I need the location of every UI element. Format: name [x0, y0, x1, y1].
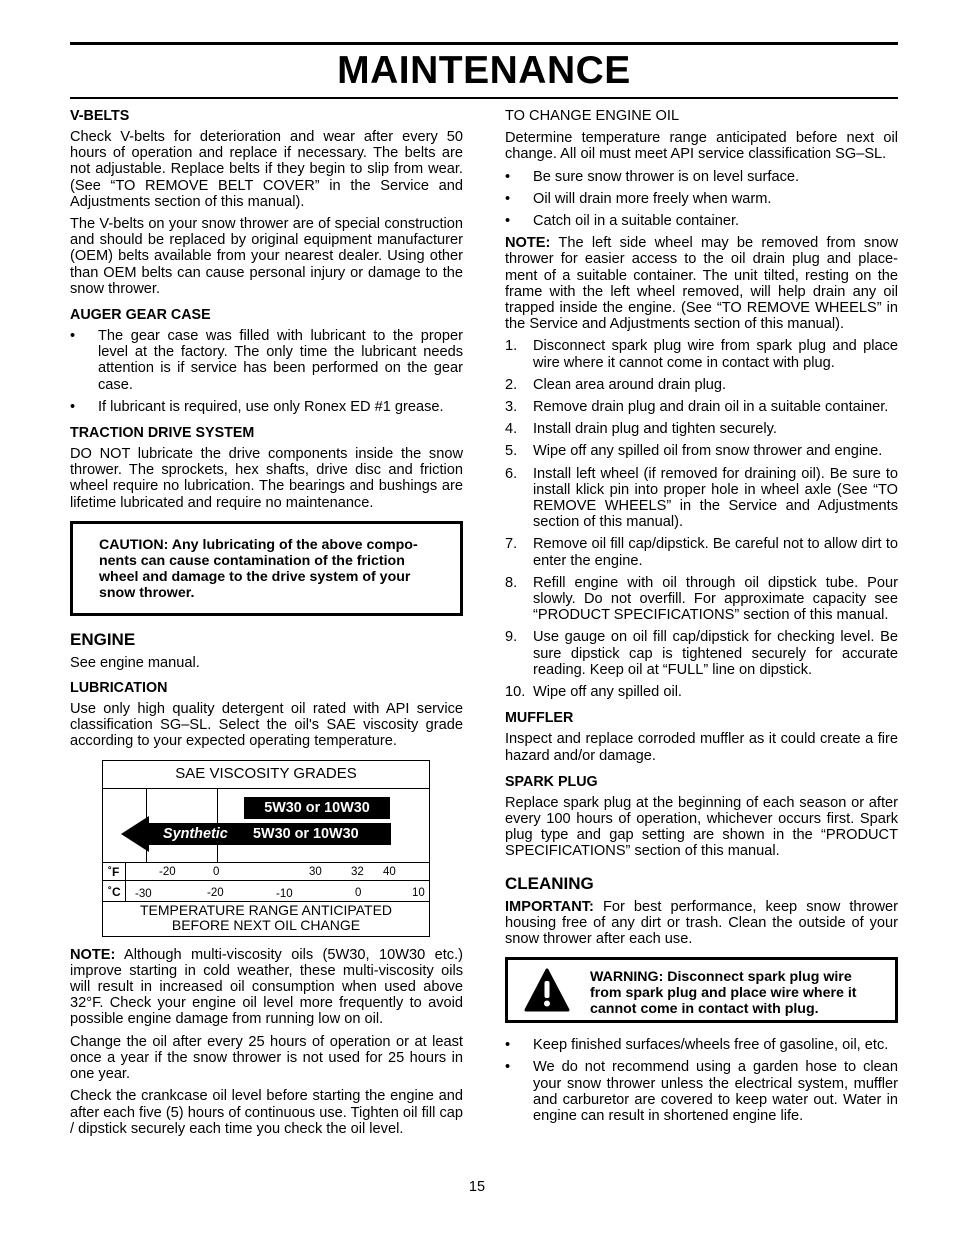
lubrication-heading: LUBRICATION: [70, 680, 168, 697]
bullet-icon: •: [70, 398, 76, 415]
vbelts-paragraph-1: Check V-belts for deterioration and wear after every 50 hours of operation and replace if necessary. The belts are not adjustable. Replace belts if they begin to slip from wear. (See “TO REMOVE BELT COVER” in the Service and Adjustments section of this manual).: [70, 129, 463, 210]
engine-heading: ENGINE: [70, 629, 136, 649]
list-item: • Keep finished surfaces/wheels free of gasoline, oil, etc.: [505, 1037, 889, 1054]
chart-footer: TEMPERATURE RANGE ANTICIPATED BEFORE NEXT OIL CHANGE: [139, 901, 393, 933]
spark-plug-heading: SPARK PLUG: [505, 773, 598, 790]
cleaning-important-paragraph: IMPORTANT: For best performance, keep snow thrower housing free of any dirt or trash. Clean the outside of your snow thrower after each use.: [505, 898, 898, 947]
bullet-icon: •: [505, 1037, 511, 1054]
warning-triangle-icon: [524, 968, 570, 1014]
engine-paragraph: See engine manual.: [70, 654, 200, 671]
cleaning-bullets: [505, 1037, 898, 1124]
c-tick: 10: [412, 886, 425, 899]
lubrication-paragraph: Use only high quality detergent oil rated with API service classification SG–SL. Select the oil's SAE viscosity grade according to your expected operating temperature.: [70, 701, 463, 750]
warning-text: WARNING: Disconnect spark plug wire from spark plug and place wire where it cannot come in contact with plug.: [590, 969, 857, 1018]
cleaning-heading: CLEANING: [505, 873, 594, 893]
chart-title: SAE VISCOSITY GRADES: [175, 764, 357, 782]
page-number: 15: [468, 1179, 486, 1195]
header-rule-top: [70, 42, 898, 45]
header-rule-bottom: [70, 97, 898, 99]
list-item: 8. Refill engine with oil through oil dipstick tube. Pour slowly. Do not overfill. For approximate capacity see “PRODUCT SPECIFICATIONS” section of this manual.: [505, 574, 898, 624]
oil-change-steps: [505, 338, 898, 700]
c-tick: -10: [276, 887, 293, 900]
right-column: [505, 108, 898, 1130]
f-tick: -20: [159, 865, 176, 878]
list-item: • The gear case was filled with lubricant to the proper level at the factory. The only time the lubricant needs attention is if service has been performed on the gear case.: [70, 328, 463, 393]
list-item: 9. Use gauge on oil fill cap/dipstick for checking level. Be sure dipstick cap is tightened securely for accurate reading. Keep oil at “FULL” line on dipstick.: [505, 629, 898, 678]
f-tick: 32: [351, 865, 364, 878]
f-tick: 0: [213, 865, 220, 878]
bullet-icon: •: [505, 1059, 511, 1076]
bullet-icon: •: [505, 190, 511, 207]
bullet-icon: •: [505, 168, 511, 185]
list-item: 5. Wipe off any spilled oil from snow thrower and engine.: [505, 443, 883, 460]
list-item: 10. Wipe off any spilled oil.: [505, 684, 682, 701]
list-item: 3. Remove drain plug and drain oil in a suitable container.: [505, 399, 889, 416]
spark-plug-paragraph: Replace spark plug at the beginning of each season or after every 100 hours of operation, whichever occurs first. Spark plug type and gap setting are shown in the “PRODUCT SPECIFICATIONS” section of this manual.: [505, 794, 898, 860]
f-unit-label: ˚F: [108, 864, 120, 879]
bullet-icon: •: [70, 328, 76, 345]
muffler-heading: MUFFLER: [505, 710, 574, 727]
change-oil-bullets: [505, 169, 898, 230]
page-title: MAINTENANCE: [337, 49, 631, 92]
oil-change-interval-paragraph: Change the oil after every 25 hours of operation or at least once a year if the snow thrower is not used for 25 hours in one year.: [70, 1033, 463, 1083]
traction-heading: TRACTION DRIVE SYSTEM: [70, 425, 255, 442]
list-item: 1. Disconnect spark plug wire from spark plug and place wire where it cannot come in contact with plug.: [505, 338, 898, 371]
left-column: [70, 108, 463, 1143]
f-tick: 30: [309, 865, 322, 878]
list-item: • We do not recommend using a garden hose to clean your snow thrower unless the electrical system, muffler and carburetor are covered to keep water out. Water in engine can result in shortened engine life.: [505, 1059, 898, 1124]
list-item: 7. Remove oil fill cap/dipstick. Be careful not to allow dirt to enter the engine.: [505, 536, 898, 569]
vbelts-heading: V-BELTS: [70, 108, 130, 124]
list-item: • If lubricant is required, use only Ronex ED #1 grease.: [70, 398, 444, 415]
list-item: 6. Install left wheel (if removed for draining oil). Be sure to install klick pin into proper hole in wheel axle (See “TO REMOVE WHEELS” in the Service and Adjustments section of this manual).: [505, 465, 898, 531]
c-unit-label: ˚C: [108, 884, 121, 899]
c-tick: -30: [135, 887, 152, 900]
bar-synthetic-label: Synthetic: [163, 825, 228, 842]
c-tick: -20: [207, 886, 224, 899]
warning-box: [505, 957, 898, 1023]
bar-5w30-10w30: 5W30 or 10W30: [244, 797, 390, 819]
traction-paragraph: DO NOT lubricate the drive components inside the snow thrower. The sprockets, hex shafts, drive disc and friction wheel require no lubrication. The bearings and bushings are lifetime lubricated and require no maintenance.: [70, 446, 463, 511]
note-paragraph: NOTE: Although multi-viscosity oils (5W30, 10W30 etc.) improve starting in cold weather, these multi-viscosity oils will result in increased oil consumption when used above 32°F. Check your engine oil level more frequently to avoid possible engine damage from running low on oil.: [70, 946, 463, 1028]
muffler-paragraph: Inspect and replace corroded muffler as it could create a fire hazard and/or damage.: [505, 731, 898, 764]
c-tick: 0: [355, 886, 362, 899]
vbelts-paragraph-2: The V-belts on your snow thrower are of special construction and should be replaced by original equipment manufacturer (OEM) belts available from your nearest dealer. Using other than OEM belts can cause personal injury or damage to the snow thrower.: [70, 216, 463, 297]
list-item: • Be sure snow thrower is on level surface.: [505, 168, 800, 185]
viscosity-chart: [102, 760, 430, 937]
list-item: 2. Clean area around drain plug.: [505, 376, 727, 393]
list-item: • Catch oil in a suitable container.: [505, 213, 740, 230]
bullet-icon: •: [505, 213, 511, 230]
auger-bullet-list: [70, 328, 463, 415]
caution-box: CAUTION: Any lubricating of the above compo- nents can cause contamination of the friction wheel and damage to the drive system of your snow thrower.: [70, 521, 463, 616]
list-item: • Oil will drain more freely when warm.: [505, 190, 772, 207]
change-oil-paragraph: Determine temperature range anticipated before next oil change. All oil must meet API service classification SG–SL.: [505, 130, 898, 163]
auger-heading: AUGER GEAR CASE: [70, 307, 211, 324]
bar-synthetic: 5W30 or 10W30: [253, 825, 359, 842]
list-item: 4. Install drain plug and tighten securely.: [505, 421, 777, 438]
wheel-note-paragraph: NOTE: The left side wheel may be removed from snow thrower for easier access to the oil drain plug and place-ment of a suitable container. The unit tilted, resting on the frame with the left wheel removed, will help drain any oil trapped inside the engine. (See “TO REMOVE WHEELS” in the Service and Adjustments section of this manual).: [505, 235, 898, 333]
change-oil-heading: TO CHANGE ENGINE OIL: [505, 108, 680, 124]
oil-check-paragraph: Check the crankcase oil level before starting the engine and after each five (5) hours of continuous use. Tighten oil fill cap / dipstick securely each time you check the oil level.: [70, 1088, 463, 1137]
f-tick: 40: [383, 865, 396, 878]
